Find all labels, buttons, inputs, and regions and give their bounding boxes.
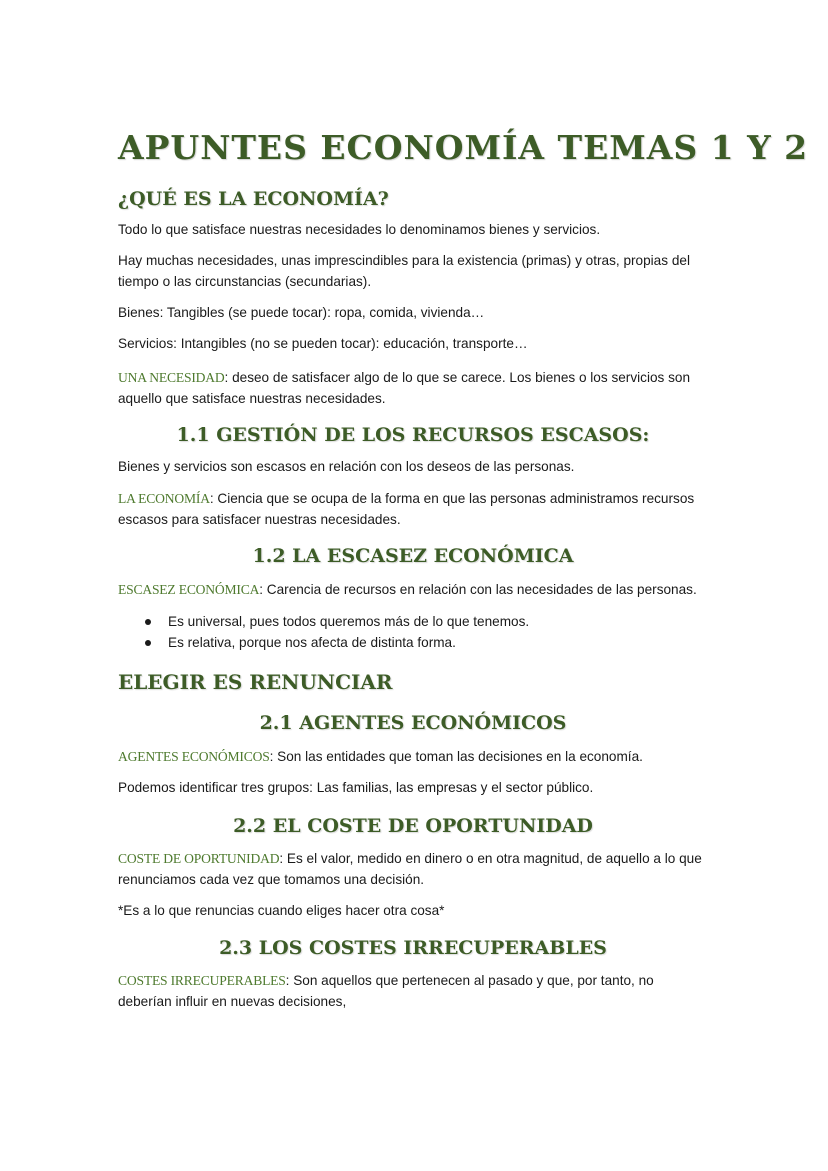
paragraph: Podemos identificar tres grupos: Las familias, las empresas y el sector público. bbox=[118, 780, 594, 795]
definition-text: : Carencia de recursos en relación con las necesidades de las personas. bbox=[259, 582, 697, 597]
paragraph: Hay muchas necesidades, unas imprescindibles para la existencia (primas) y otras, propias del tiempo o las circunstancias (secundarias). bbox=[118, 253, 690, 289]
note: *Es a lo que renuncias cuando eliges hacer otra cosa* bbox=[118, 903, 445, 918]
definition-la-economia bbox=[118, 488, 708, 530]
document-title: APUNTES ECONOMÍA TEMAS 1 Y 2 bbox=[118, 128, 809, 167]
definition-una-necesidad bbox=[118, 367, 708, 409]
heading-escasez-economica: 1.2 LA ESCASEZ ECONÓMICA bbox=[252, 545, 574, 567]
heading-gestion-recursos: 1.1 GESTIÓN DE LOS RECURSOS ESCASOS: bbox=[176, 424, 650, 446]
term-label: COSTES IRRECUPERABLES bbox=[118, 973, 286, 988]
list-item bbox=[118, 632, 529, 653]
heading-elegir-es-renunciar: ELEGIR ES RENUNCIAR bbox=[118, 670, 393, 694]
list-item-text: Es relativa, porque nos afecta de distinta forma. bbox=[168, 635, 456, 650]
heading-coste-de-oportunidad: 2.2 EL COSTE DE OPORTUNIDAD bbox=[233, 815, 593, 837]
paragraph: Todo lo que satisface nuestras necesidades lo denominamos bienes y servicios. bbox=[118, 222, 601, 237]
definition-costes-irrecuperables bbox=[118, 970, 708, 1012]
definition-text: : Son las entidades que toman las decisiones en la economía. bbox=[269, 749, 643, 764]
definition-escasez-economica bbox=[118, 579, 718, 600]
bullet-icon bbox=[145, 619, 151, 625]
heading-costes-irrecuperables: 2.3 LOS COSTES IRRECUPERABLES bbox=[219, 937, 607, 959]
term-label: AGENTES ECONÓMICOS bbox=[118, 749, 270, 764]
bullet-icon bbox=[145, 640, 151, 646]
heading-que-es-la-economia: ¿QUÉ ES LA ECONOMÍA? bbox=[118, 188, 389, 210]
paragraph: Servicios: Intangibles (no se pueden tocar): educación, transporte… bbox=[118, 336, 528, 351]
term-label: UNA NECESIDAD bbox=[118, 370, 225, 385]
definition-text: : deseo de satisfacer algo de lo que se carece. Los bienes o los servicios son aquello que satisface nuestras necesidades. bbox=[118, 370, 691, 406]
paragraph: Bienes y servicios son escasos en relación con los deseos de las personas. bbox=[118, 459, 575, 474]
bullet-list bbox=[118, 611, 529, 653]
term-label: COSTE DE OPORTUNIDAD bbox=[118, 851, 280, 866]
heading-agentes-economicos: 2.1 AGENTES ECONÓMICOS bbox=[259, 712, 567, 734]
definition-coste-de-oportunidad bbox=[118, 848, 708, 890]
term-label: ESCASEZ ECONÓMICA bbox=[118, 582, 260, 597]
definition-text: : Es el valor, medido en dinero o en otra magnitud, de aquello a lo que renunciamos cada vez que tomamos una decisión. bbox=[118, 851, 702, 887]
paragraph: Bienes: Tangibles (se puede tocar): ropa, comida, vivienda… bbox=[118, 305, 485, 320]
term-label: LA ECONOMÍA bbox=[118, 491, 210, 506]
definition-text: : Son aquellos que pertenecen al pasado y que, por tanto, no deberían influir en nuevas decisiones, bbox=[118, 973, 654, 1009]
list-item-text: Es universal, pues todos queremos más de lo que tenemos. bbox=[168, 614, 530, 629]
definition-text: : Ciencia que se ocupa de la forma en que las personas administramos recursos escasos para satisfacer nuestras necesidades. bbox=[118, 491, 695, 527]
definition-agentes-economicos bbox=[118, 746, 708, 767]
list-item bbox=[118, 611, 529, 632]
